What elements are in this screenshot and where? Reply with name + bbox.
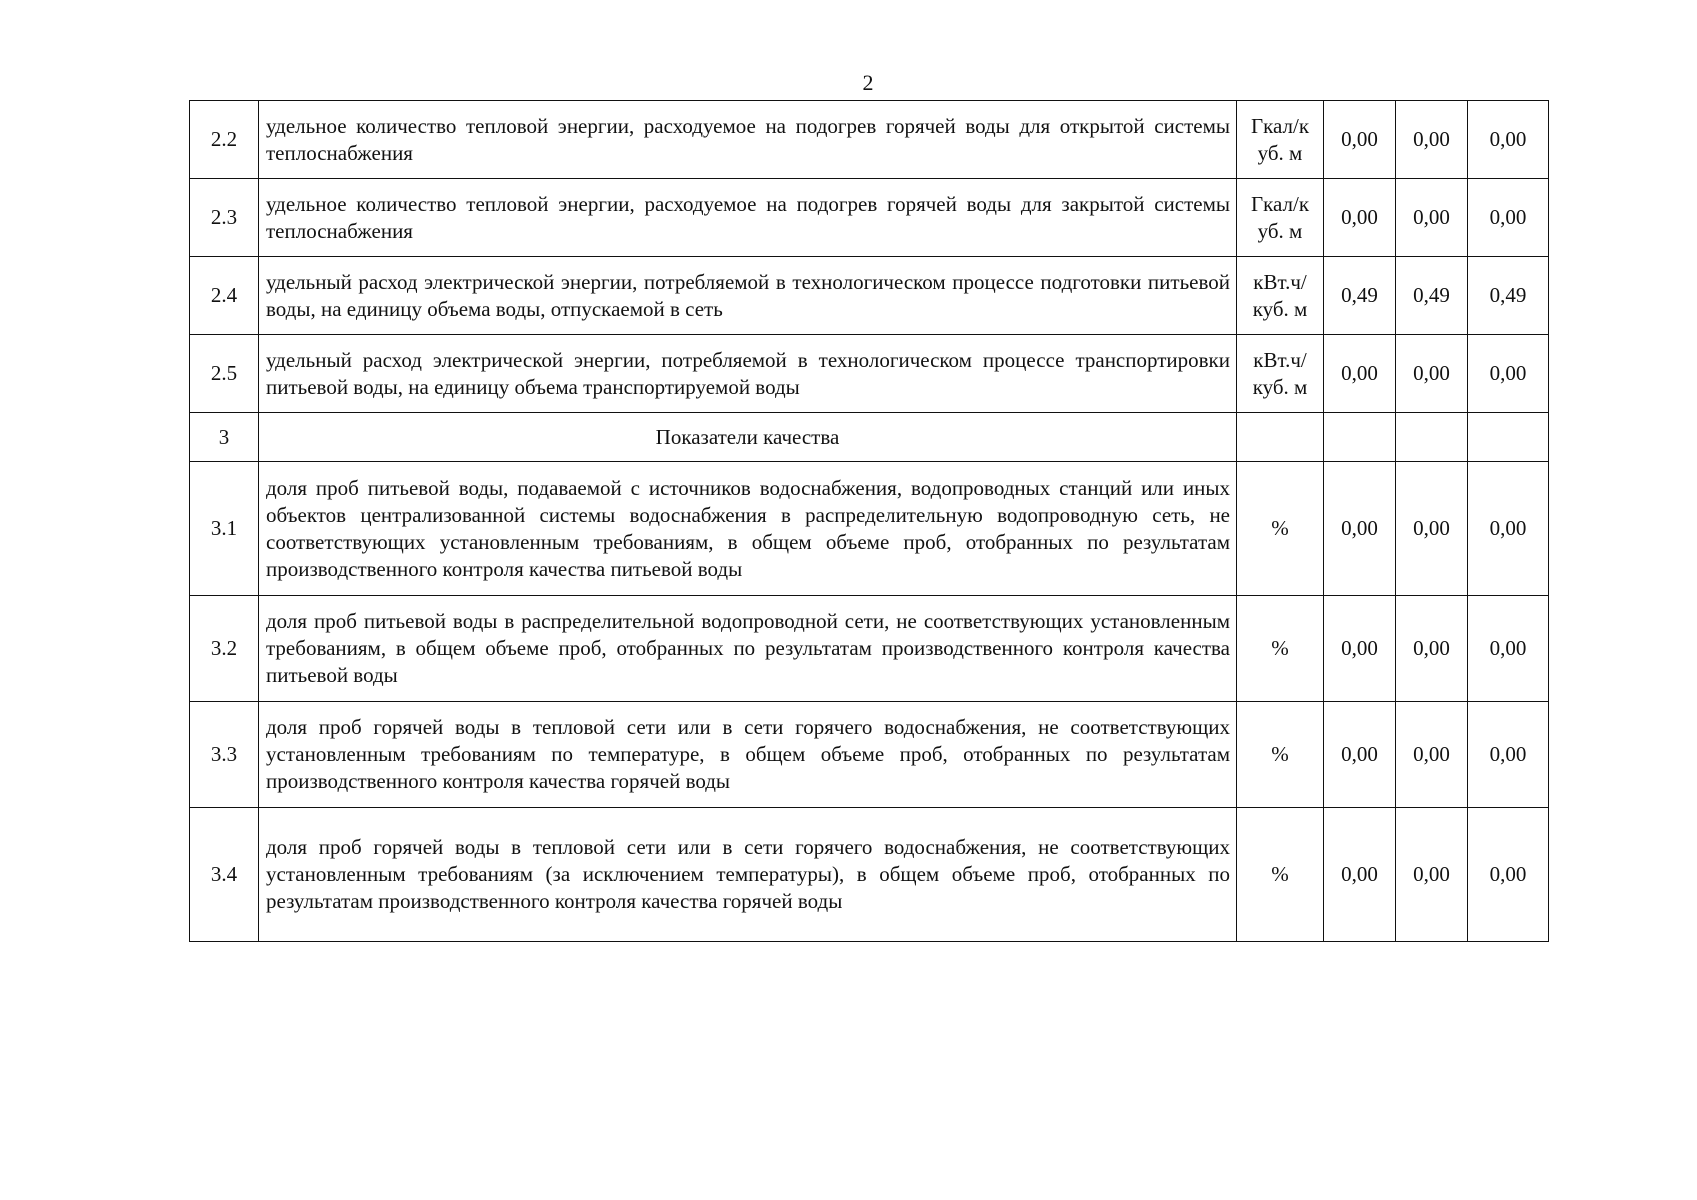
row-value-1: 0,49 [1324,257,1396,335]
row-unit: % [1237,808,1324,942]
table-row [190,808,1549,942]
section-heading: Показатели качества [259,413,1237,462]
row-unit: % [1237,596,1324,702]
row-unit: Гкал/к уб. м [1237,101,1324,179]
row-unit [1237,413,1324,462]
row-value-3 [1468,413,1549,462]
row-value-2: 0,00 [1396,808,1468,942]
row-value-3: 0,00 [1468,596,1549,702]
row-value-3: 0,00 [1468,179,1549,257]
row-description: доля проб питьевой воды, подаваемой с источников водоснабжения, водопроводных станций или иных объектов централизованной системы водоснабжения в распределительную водопроводную сеть, не соответствующих установленным требованиям, в общем объеме проб, отобранных по результатам производственного контроля качества питьевой воды [259,462,1237,596]
row-value-2: 0,00 [1396,179,1468,257]
table-row [190,462,1549,596]
row-description: удельный расход электрической энергии, потребляемой в технологическом процессе подготовки питьевой воды, на единицу объема воды, отпускаемой в сеть [259,257,1237,335]
row-number: 2.2 [190,101,259,179]
page-number: 2 [862,70,874,95]
row-number: 3.3 [190,702,259,808]
row-unit: % [1237,702,1324,808]
row-unit: кВт.ч/ куб. м [1237,335,1324,413]
row-value-3: 0,00 [1468,808,1549,942]
row-unit: кВт.ч/ куб. м [1237,257,1324,335]
row-number: 3.4 [190,808,259,942]
row-value-1: 0,00 [1324,179,1396,257]
row-description: доля проб питьевой воды в распределительной водопроводной сети, не соответствующих установленным требованиям, в общем объеме проб, отобранных по результатам производственного контроля качества питьевой воды [259,596,1237,702]
row-unit: % [1237,462,1324,596]
row-value-2: 0,49 [1396,257,1468,335]
row-description: удельное количество тепловой энергии, расходуемое на подогрев горячей воды для открытой системы теплоснабжения [259,101,1237,179]
row-value-3: 0,00 [1468,101,1549,179]
table-row [190,702,1549,808]
row-number: 3 [190,413,259,462]
indicators-table [189,100,1549,942]
row-value-1: 0,00 [1324,101,1396,179]
row-value-2: 0,00 [1396,702,1468,808]
row-description: удельный расход электрической энергии, потребляемой в технологическом процессе транспортировки питьевой воды, на единицу объема транспортируемой воды [259,335,1237,413]
row-unit: Гкал/к уб. м [1237,179,1324,257]
row-description: доля проб горячей воды в тепловой сети или в сети горячего водоснабжения, не соответствующих установленным требованиям (за исключением температуры), в общем объеме проб, отобранных по результатам производственного контроля качества горячей воды [259,808,1237,942]
row-description: доля проб горячей воды в тепловой сети или в сети горячего водоснабжения, не соответствующих установленным требованиям по температуре, в общем объеме проб, отобранных по результатам производственного контроля качества горячей воды [259,702,1237,808]
row-number: 3.1 [190,462,259,596]
row-value-3: 0,49 [1468,257,1549,335]
row-value-1 [1324,413,1396,462]
row-value-1: 0,00 [1324,335,1396,413]
table-row [190,179,1549,257]
table-row [190,257,1549,335]
table-row [190,101,1549,179]
row-number: 2.3 [190,179,259,257]
row-value-1: 0,00 [1324,596,1396,702]
row-number: 2.4 [190,257,259,335]
row-description: удельное количество тепловой энергии, расходуемое на подогрев горячей воды для закрытой системы теплоснабжения [259,179,1237,257]
row-number: 2.5 [190,335,259,413]
row-value-2: 0,00 [1396,101,1468,179]
row-value-1: 0,00 [1324,462,1396,596]
row-value-1: 0,00 [1324,808,1396,942]
row-value-2 [1396,413,1468,462]
row-value-3: 0,00 [1468,702,1549,808]
row-value-2: 0,00 [1396,462,1468,596]
row-value-3: 0,00 [1468,335,1549,413]
row-value-3: 0,00 [1468,462,1549,596]
row-value-2: 0,00 [1396,596,1468,702]
table-row [190,335,1549,413]
row-value-1: 0,00 [1324,702,1396,808]
section-heading-row [190,413,1549,462]
row-number: 3.2 [190,596,259,702]
row-value-2: 0,00 [1396,335,1468,413]
table-row [190,596,1549,702]
